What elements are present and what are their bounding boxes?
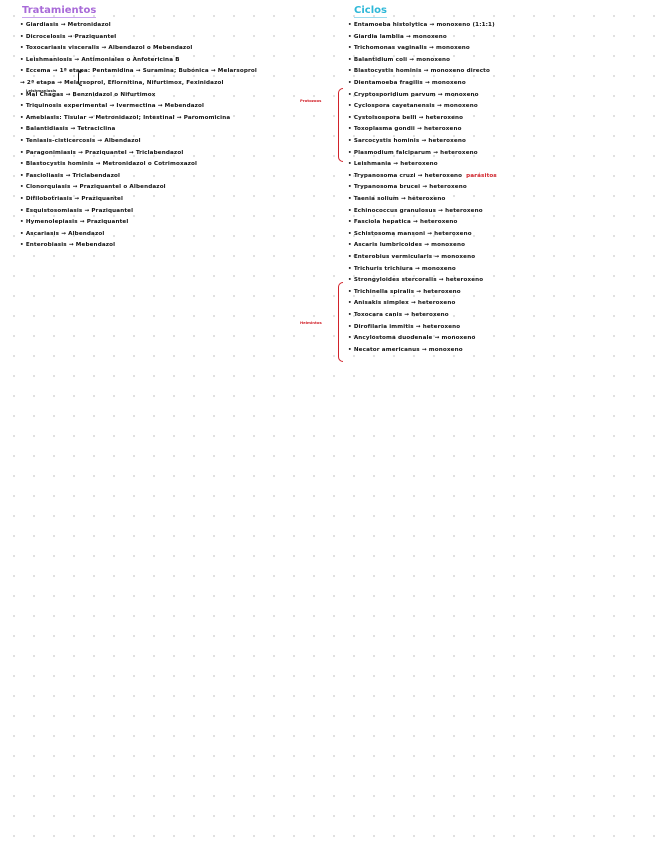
right-item: • Fasciola hepatica → heteroxeno bbox=[348, 219, 458, 226]
right-item: • Sarcocystis hominis → heteroxeno bbox=[348, 138, 466, 144]
right-item: • Trypanosoma cruzi → heteroxeno parásitos bbox=[348, 172, 497, 179]
left-item: • Amebiasis: Tisular → Metronidazol; Intestinal → Paromomicina bbox=[20, 114, 231, 121]
left-item: • Ascariasis → Albendazol bbox=[20, 230, 105, 237]
left-item: • Hymenolepiasis → Praziquantel bbox=[20, 219, 129, 226]
right-item: • Ascaris lumbricoides → monoxeno bbox=[348, 242, 466, 249]
left-item: • Leishmaniosis → Antimoniales o Anfotericina B bbox=[20, 56, 180, 63]
right-item: • Balantidium coli → monoxeno bbox=[348, 56, 451, 63]
right-item: • Trichuris trichiura → monoxeno bbox=[348, 265, 456, 272]
right-heading: Ciclos bbox=[354, 5, 387, 16]
right-item: • Blastocystis hominis → monoxeno directo bbox=[348, 68, 490, 75]
left-item: • Eccema → 1ª etapa: Pentamidina → Suramina; Bubónica → Melarsoprol bbox=[20, 68, 257, 75]
left-item: • Triquinosis experimental → Ivermectina → Mebendazol bbox=[20, 103, 205, 110]
right-item: • Ancylostoma duodenale → monoxeno bbox=[348, 335, 476, 342]
right-item: • Taenia solium → heteroxeno bbox=[348, 196, 446, 202]
right-item: • Cyclospora cayetanensis → monoxeno bbox=[348, 103, 478, 110]
right-item: • Dientamoeba fragilis → monoxeno bbox=[348, 80, 466, 86]
right-item: • Leishmania → heteroxeno bbox=[348, 161, 438, 168]
left-item: • Clonorquiasis → Praziquantel o Albendazol bbox=[20, 184, 166, 191]
right-item: • Anisakis simplex → heteroxeno bbox=[348, 300, 456, 307]
side-note-top: Protozoos bbox=[300, 98, 322, 103]
right-item: • Dirofilaria immitis → heteroxeno bbox=[348, 323, 461, 330]
left-item: • Difilobotriasis → Praziquantel bbox=[20, 196, 124, 202]
left-item: • Esquistosomiasis → Praziquantel bbox=[20, 207, 134, 214]
right-item: • Strongyloides stercoralis → heteroxeno bbox=[348, 277, 484, 284]
left-item: • Dicrocelosis → Praziquantel bbox=[20, 33, 117, 40]
right-item: • Cystoisospora belli → heteroxeno bbox=[348, 114, 464, 121]
right-item: • Trypanosoma brucei → heteroxeno bbox=[348, 184, 467, 191]
right-item: • Toxoplasma gondii → heteroxeno bbox=[348, 126, 462, 133]
left-item: • Blastocystis hominis → Metronidazol o Cotrimoxazol bbox=[20, 161, 198, 168]
right-item: • Trichinella spiralis → heteroxeno bbox=[348, 288, 461, 295]
right-item: • Plasmodium falciparum → heteroxeno bbox=[348, 149, 478, 156]
left-side-note: Leishmaniasis bbox=[26, 88, 57, 93]
right-item: • Entamoeba histolytica → monoxeno (1:1:1) bbox=[348, 22, 495, 28]
left-bracket bbox=[78, 70, 82, 86]
right-item: • Echinococcus granulosus → heteroxeno bbox=[348, 207, 483, 214]
left-heading: Tratamientos bbox=[22, 5, 97, 16]
side-note-bottom: Helmintos bbox=[300, 320, 322, 325]
left-item: • Fascioliasis → Triclabendazol bbox=[20, 172, 121, 179]
left-item: • Teniasis-cisticercosis → Albendazol bbox=[20, 138, 141, 144]
left-item: • Paragonimiasis → Praziquantel → Triclabendazol bbox=[20, 149, 184, 156]
right-item: • Cryptosporidium parvum → monoxeno bbox=[348, 91, 479, 98]
left-item: • Enterobiasis → Mebendazol bbox=[20, 242, 116, 249]
right-item: • Giardia lamblia → monoxeno bbox=[348, 33, 447, 40]
right-item: • Toxocara canis → heteroxeno bbox=[348, 312, 449, 318]
right-item: • Necator americanus → monoxeno bbox=[348, 346, 463, 353]
right-item: • Enterobius vermicularis → monoxeno bbox=[348, 254, 476, 260]
right-item: • Trichomonas vaginalis → monoxeno bbox=[348, 45, 470, 52]
left-item: • Balantidiasis → Tetraciclina bbox=[20, 126, 116, 133]
left-item: → 2ª etapa → Melarsoprol, Eflornitina, Nifurtimox, Fexinidazol bbox=[20, 80, 224, 86]
left-item: • Mal Chagas → Benznidazol o Nifurtimox bbox=[20, 91, 156, 98]
red-bracket-bottom bbox=[338, 282, 343, 362]
red-note: parásitos bbox=[466, 172, 497, 179]
left-item: • Toxocariasis visceralis → Albendazol o Mebendazol bbox=[20, 45, 193, 52]
red-bracket-top bbox=[338, 88, 343, 162]
right-item: • Schistosoma mansoni → heteroxeno bbox=[348, 230, 472, 237]
left-item: • Giardiasis → Metronidazol bbox=[20, 22, 111, 28]
